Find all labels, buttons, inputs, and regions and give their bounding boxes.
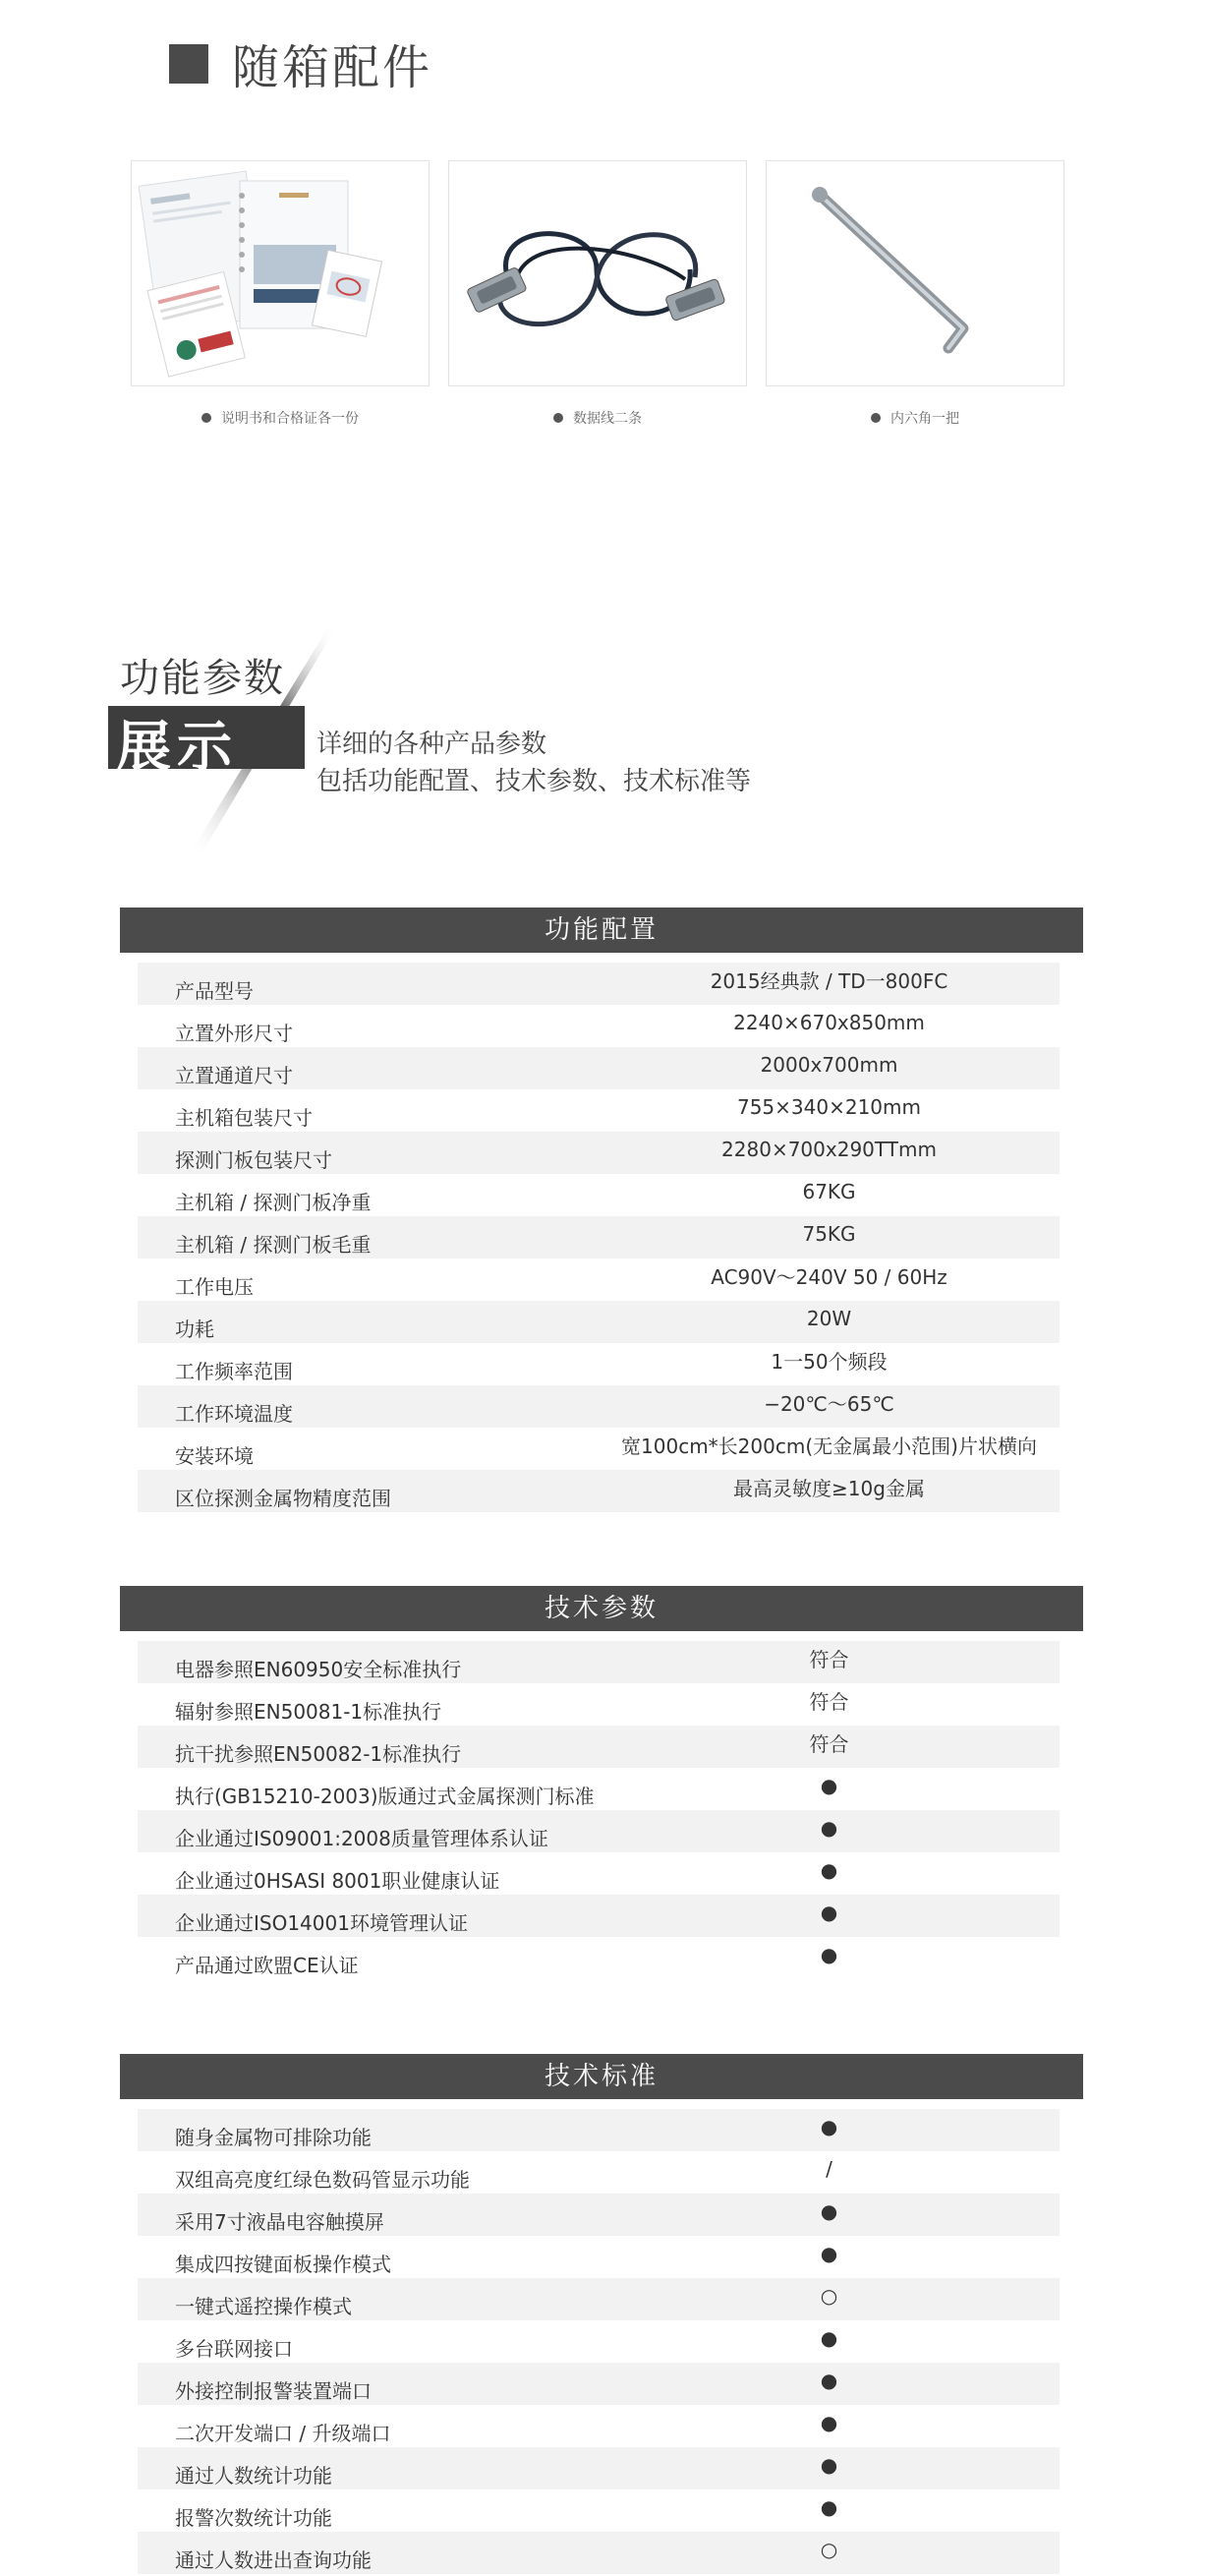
row-value: ● xyxy=(820,1815,838,1840)
accessory-card xyxy=(766,160,1064,428)
row-value: 755×340×210mm xyxy=(736,1094,921,1119)
hex-key-icon xyxy=(767,161,1064,386)
bullet-icon xyxy=(201,413,211,423)
row-value: 2240×670x850mm xyxy=(733,1010,925,1034)
table-row xyxy=(138,1937,1060,1979)
bullet-icon xyxy=(871,413,881,423)
row-label: 主机箱 / 探测门板净重 xyxy=(175,1191,372,1214)
feature-title-line1: 功能参数 xyxy=(120,656,285,701)
row-label: 主机箱包装尺寸 xyxy=(175,1106,313,1130)
tech-params-section xyxy=(120,1586,1083,1979)
row-label: 执行(GB15210-2003)版通过式金属探测门标准 xyxy=(175,1785,595,1808)
row-value: ● xyxy=(820,2410,838,2434)
row-value: 宽100cm*长200cm(无金属最小范围)片状横向 xyxy=(621,1434,1037,1458)
section-header: 技术参数 xyxy=(120,1586,1083,1631)
table-row xyxy=(138,1385,1060,1428)
row-label: 工作电压 xyxy=(175,1275,254,1299)
function-config-section xyxy=(120,907,1083,1512)
row-label: 二次开发端口 / 升级端口 xyxy=(175,2422,391,2445)
table-row xyxy=(138,2278,1060,2320)
accessories-title: 随箱配件 xyxy=(232,40,433,95)
table-row xyxy=(138,1895,1060,1937)
table-row xyxy=(138,1343,1060,1385)
table-row xyxy=(138,1683,1060,1726)
row-value: ● xyxy=(820,1773,838,1797)
row-value: ● xyxy=(820,2114,838,2138)
row-value: 67KG xyxy=(802,1179,856,1203)
accessory-image-box xyxy=(448,160,747,386)
row-label: 通过人数统计功能 xyxy=(175,2464,332,2488)
row-label: 工作环境温度 xyxy=(175,1402,293,1426)
row-label: 电器参照EN60950安全标准执行 xyxy=(175,1658,462,1681)
row-label: 企业通过IS09001:2008质量管理体系认证 xyxy=(175,1827,548,1850)
square-bullet-icon xyxy=(169,44,208,84)
table-row xyxy=(138,2405,1060,2447)
row-value: ● xyxy=(820,2368,838,2392)
row-label: 功耗 xyxy=(175,1317,214,1341)
table-row xyxy=(138,2320,1060,2363)
accessory-caption-text: 说明书和合格证各一份 xyxy=(221,411,359,427)
bullet-icon xyxy=(553,413,563,423)
table-row xyxy=(138,1216,1060,1259)
section-header: 功能配置 xyxy=(120,907,1083,953)
cable-icon xyxy=(449,161,747,386)
table-row xyxy=(138,1810,1060,1852)
row-label: 工作频率范围 xyxy=(175,1360,293,1383)
row-value: AC90V～240V 50 / 60Hz xyxy=(711,1265,947,1289)
accessory-image-box xyxy=(131,160,430,386)
feature-title-line2: 展示 xyxy=(116,716,238,780)
table-row xyxy=(138,963,1060,1005)
table-row xyxy=(138,2489,1060,2532)
row-label: 多台联网接口 xyxy=(175,2337,293,2361)
row-value: ● xyxy=(820,1942,838,1966)
row-value: ○ xyxy=(820,2283,838,2308)
accessory-caption xyxy=(448,408,747,428)
table-row xyxy=(138,2447,1060,2489)
row-value: ○ xyxy=(820,2537,838,2561)
accessory-caption xyxy=(766,408,1064,428)
accessory-image-box xyxy=(766,160,1064,386)
table-row xyxy=(138,1641,1060,1683)
accessory-caption xyxy=(131,408,430,428)
row-value: 2000x700mm xyxy=(760,1052,898,1077)
feature-description xyxy=(316,726,751,800)
row-value: 2015经典款 / TD一800FC xyxy=(710,969,948,993)
accessory-card xyxy=(131,160,430,428)
row-value: −20℃～65℃ xyxy=(764,1392,894,1416)
row-label: 主机箱 / 探测门板毛重 xyxy=(175,1233,372,1257)
spec-table xyxy=(138,2109,1060,2574)
row-label: 抗干扰参照EN50082-1标准执行 xyxy=(175,1742,462,1766)
row-value: ● xyxy=(820,2198,838,2223)
table-row xyxy=(138,1047,1060,1089)
document-icon xyxy=(132,161,430,386)
row-value: ● xyxy=(820,2241,838,2265)
row-label: 探测门板包装尺寸 xyxy=(175,1148,332,1172)
row-label: 报警次数统计功能 xyxy=(175,2506,332,2530)
accessory-caption-text: 内六角一把 xyxy=(890,411,959,427)
row-label: 采用7寸液晶电容触摸屏 xyxy=(175,2210,384,2234)
table-row xyxy=(138,1726,1060,1768)
table-row xyxy=(138,1259,1060,1301)
row-label: 立置外形尺寸 xyxy=(175,1022,293,1045)
row-label: 随身金属物可排除功能 xyxy=(175,2126,372,2149)
table-row xyxy=(138,1132,1060,1174)
row-label: 企业通过0HSASI 8001职业健康认证 xyxy=(175,1869,500,1893)
row-label: 辐射参照EN50081-1标准执行 xyxy=(175,1700,442,1724)
row-label: 双组高亮度红绿色数码管显示功能 xyxy=(175,2168,470,2192)
row-label: 产品型号 xyxy=(175,979,254,1003)
table-row xyxy=(138,1089,1060,1132)
table-row xyxy=(138,2151,1060,2194)
row-label: 集成四按键面板操作模式 xyxy=(175,2253,391,2276)
spec-table xyxy=(138,1641,1060,1979)
table-row xyxy=(138,2363,1060,2405)
accessory-card xyxy=(448,160,747,428)
feature-desc-line1: 详细的各种产品参数 xyxy=(316,730,547,759)
table-row xyxy=(138,1768,1060,1810)
table-row xyxy=(138,1852,1060,1895)
table-row xyxy=(138,2532,1060,2574)
feature-desc-line2: 包括功能配置、技术参数、技术标准等 xyxy=(316,767,752,796)
row-value: 20W xyxy=(806,1306,852,1330)
table-row xyxy=(138,2109,1060,2151)
row-value: 符合 xyxy=(809,1648,849,1671)
row-value: 1一50个频段 xyxy=(771,1350,888,1374)
tech-standards-section xyxy=(120,2054,1083,2574)
row-label: 通过人数进出查询功能 xyxy=(175,2548,372,2572)
row-value: ● xyxy=(820,1857,838,1882)
row-value: ● xyxy=(820,1900,838,1924)
section-header: 技术标准 xyxy=(120,2054,1083,2099)
accessory-caption-text: 数据线二条 xyxy=(573,411,642,427)
row-label: 安装环境 xyxy=(175,1444,254,1468)
row-value: 最高灵敏度≥10g金属 xyxy=(733,1477,925,1500)
row-value: 符合 xyxy=(809,1690,849,1714)
table-row xyxy=(138,1174,1060,1216)
table-row xyxy=(138,2194,1060,2236)
table-row xyxy=(138,1470,1060,1512)
row-label: 区位探测金属物精度范围 xyxy=(175,1487,391,1510)
row-label: 产品通过欧盟CE认证 xyxy=(175,1954,359,1977)
row-value: ● xyxy=(820,2325,838,2350)
table-row xyxy=(138,1301,1060,1343)
row-value: 符合 xyxy=(809,1732,849,1756)
row-label: 立置通道尺寸 xyxy=(175,1064,293,1087)
row-value: ● xyxy=(820,2494,838,2519)
row-value: / xyxy=(826,2156,832,2181)
table-row xyxy=(138,1005,1060,1047)
row-value: 75KG xyxy=(802,1221,856,1246)
row-label: 外接控制报警装置端口 xyxy=(175,2379,372,2403)
row-label: 一键式遥控操作模式 xyxy=(175,2295,352,2318)
row-label: 企业通过ISO14001环境管理认证 xyxy=(175,1911,468,1935)
row-value: 2280×700x290TTmm xyxy=(721,1137,937,1161)
spec-table xyxy=(138,963,1060,1512)
table-row xyxy=(138,1428,1060,1470)
row-value: ● xyxy=(820,2452,838,2477)
accessories-header xyxy=(169,29,432,97)
table-row xyxy=(138,2236,1060,2278)
accessories-grid xyxy=(131,160,1064,428)
